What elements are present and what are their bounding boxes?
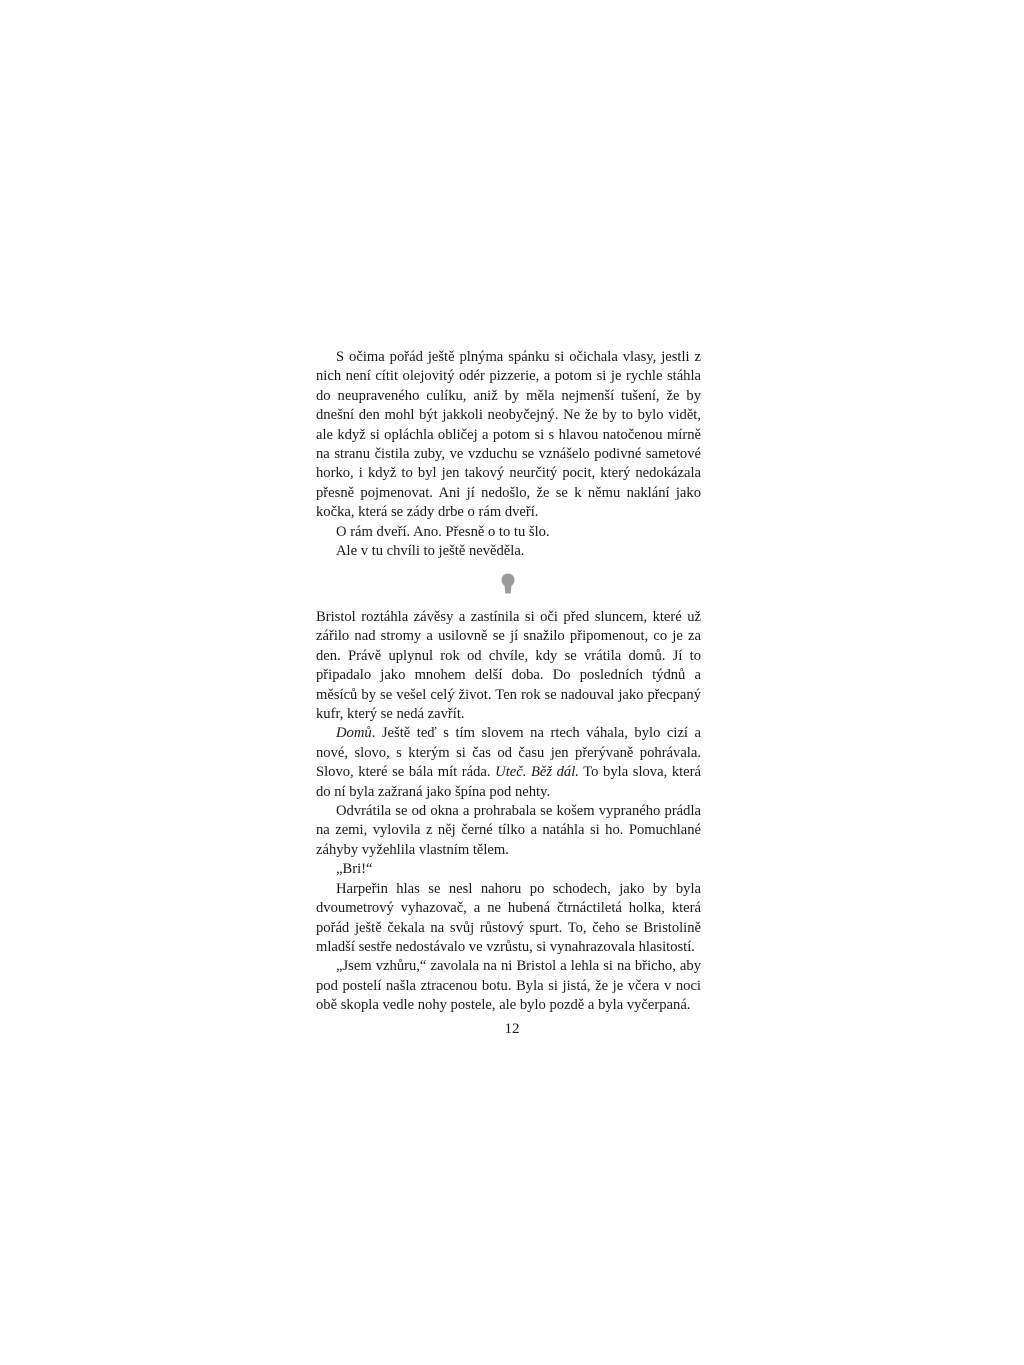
paragraph: Odvrátila se od okna a prohrabala se košem vypraného prádla na zemi, vylovila z něj černé tílko a natáhla si ho. Pomuchlané záhyby vyžehlila vlastním tělem. [316,803,701,858]
paragraph-text: To byla slova, která do ní byla zažraná jako špína pod nehty. [316,764,701,800]
page-number: 12 [504,1021,520,1037]
dialogue-line: „Bri!“ [336,861,373,878]
paragraph: Harpeřin hlas se nesl nahoru po schodech, jako by byla dvoumetrový vyhazovač, a ne hubená čtrnáctiletá holka, která pořád ještě čekala na svůj růstový spurt. To, čeho se Bristolině mladší sestře nedostávalo ve vzrůstu, si vynahrazovala hlasitostí. [316,880,701,955]
paragraph: Ale v tu chvíli to ještě nevěděla. [336,543,525,560]
paragraph-text: . Ještě teď s tím slovem na rtech váhala, bylo cizí a nové, slovo, s kterým si čas od času jen přerývaně pohrávala. Slovo, které se bála mít ráda. [316,725,701,781]
keyhole-icon [499,573,517,595]
paragraph [316,724,701,802]
paragraph: S očima pořád ještě plnýma spánku si očichala vlasy, jestli z nich není cítit olejovitý odér pizzerie, a potom si je rychle stáhla do neupraveného culíku, aniž by měla nejmenší tušení, že by dnešní den mohl být jakkoli neobyčejný. Ne že by to bylo vidět, ale když si opláchla obličej a potom si s hlavou natočenou mírně na stranu čistila zuby, ve vzduchu se vznášelo podivné sametové horko, i když to byl jen takový neurčitý pocit, který nedokázala přesně pojmenovat. Ani jí nedošlo, že se k němu naklání jako kočka, která se zády drbe o rám dveří. [316,349,701,521]
text-section-2 [316,608,701,1016]
paragraph: Bristol roztáhla závěsy a zastínila si oči před sluncem, které už zářilo nad stromy a usilovně se jí snažilo připomenout, co je za den. Právě uplynul rok od chvíle, kdy se vrátila domů. Jí to připadalo jako mnohem delší doba. Do posledních týdnů a měsíců by se vešel celý život. Ten rok se nadouval jako přecpaný kufr, který se nedá zavřít. [316,609,701,723]
paragraph: O rám dveří. Ano. Přesně o to tu šlo. [336,523,550,540]
italic-phrase: Uteč. Běž dál. [495,764,579,781]
italic-word: Domů [336,725,372,742]
paragraph: „Jsem vzhůru,“ zavolala na ni Bristol a lehla si na břicho, aby pod postelí našla ztracenou botu. Byla si jistá, že je včera v noci obě skopla vedle nohy postele, ale bylo pozdě a byla vyčerpaná. [316,958,701,1014]
text-section-1 [316,348,701,561]
